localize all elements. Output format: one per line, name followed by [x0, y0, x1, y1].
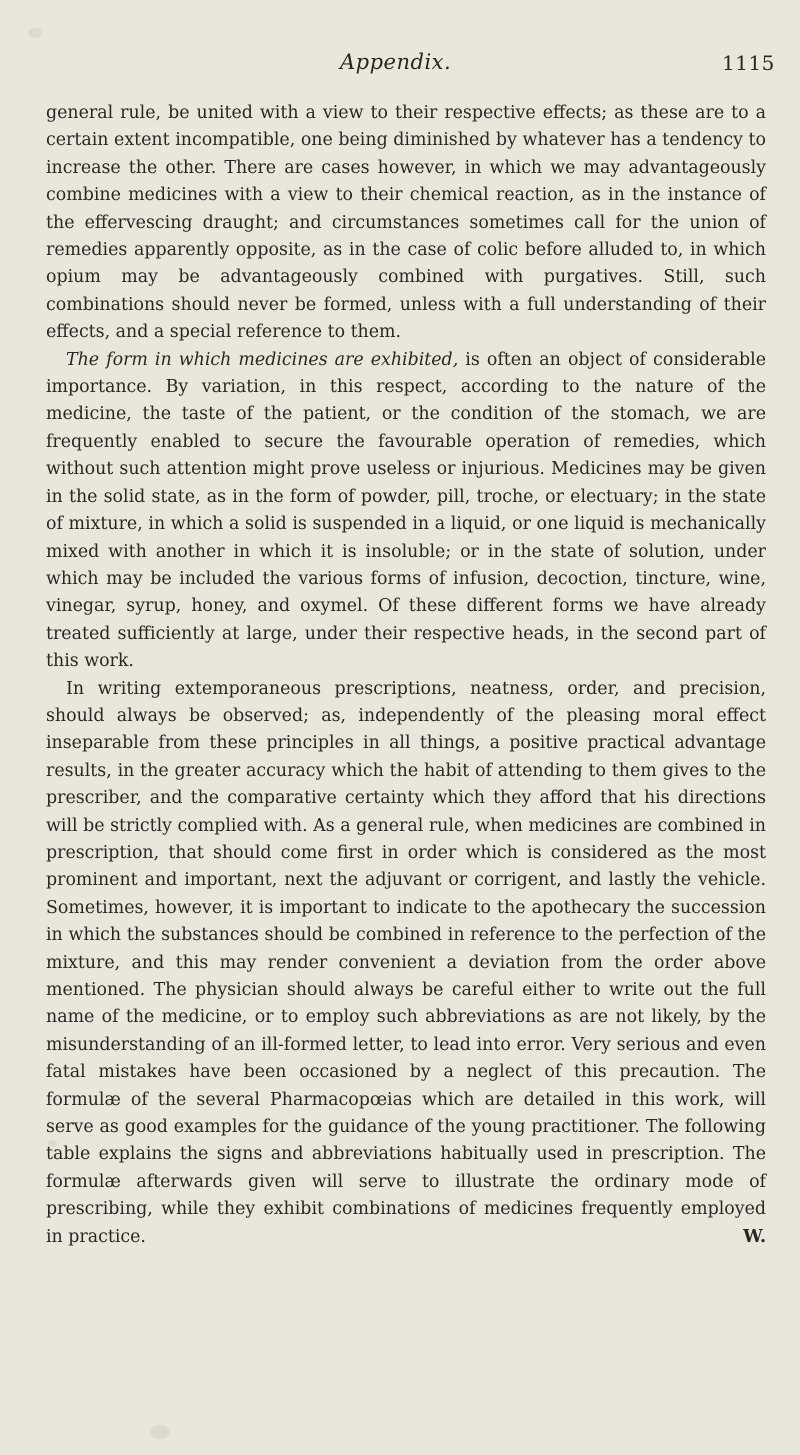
page-header: [0, 50, 800, 82]
paragraph-combinations: general rule, be united with a view to their respective effects; as these are to a certain extent incompatible, one being diminished by whatever has a tendency to increase the other. There are cases however, in which we may advantageously combine medicines with a view to their chemical reaction, as in the instance of the effervescing draught; and circumstances sometimes call for the union of remedies apparently opposite, as in the case of colic before alluded to, in which opium may be advantageously combined with purgatives. Still, such combinations should never be formed, unless with a full understanding of their effects, and a special reference to them.: [46, 103, 766, 343]
author-signature: W.: [743, 1226, 766, 1247]
running-title: Appendix.: [340, 50, 452, 74]
paper-stain: [28, 28, 42, 38]
page-number: 1115: [722, 51, 775, 75]
paper-stain: [150, 1425, 170, 1439]
italic-lead: The form in which medicines are exhibited,: [66, 349, 459, 370]
paragraph-form-of-medicines: The form in which medicines are exhibited, is often an object of considerable importance. By variation, in this respect, according to the nature of the medicine, the taste of the patient, or the condition of the stomach, we are frequently enabled to secure the favourable operation of remedies, which without such attention might prove useless or injurious. Medicines may be given in the solid state, as in the form of powder, pill, troche, or electuary; in the state of mixture, in which a solid is suspended in a liquid, or one liquid is mechanically mixed with another in which it is insoluble; or in the state of solution, under which may be included the various forms of infusion, decoction, tincture, wine, vinegar, syrup, honey, and oxymel. Of these different forms we have already treated sufficiently at large, under their respective heads, in the second part of this work.: [46, 349, 766, 672]
body-text: [46, 100, 766, 1251]
paragraph-prescriptions: In writing extemporaneous prescriptions, neatness, order, and precision, should always be observed; as, independently of the pleasing moral effect inseparable from these principles in all things, a positive practical advantage results, in the greater accuracy which the habit of attending to them gives to the prescriber, and the comparative certainty which they afford that his directions will be strictly complied with. As a general rule, when medicines are combined in prescription, that should come first in order which is considered as the most prominent and important, next the adjuvant or corrigent, and lastly the vehicle. Sometimes, however, it is important to indicate to the apothecary the succession in which the substances should be combined in reference to the perfection of the mixture, and this may render convenient a deviation from the order above mentioned. The physician should always be careful either to write out the full name of the medicine, or to employ such abbreviations as are not likely, by the misunderstanding of an ill-formed letter, to lead into error. Very serious and even fatal mistakes have been occasioned by a neglect of this precaution. The formulæ of the several Pharmacopœias which are detailed in this work, will serve as good examples for the guidance of the young practitioner. The following table explains the signs and abbreviations habitually used in prescription. The formulæ afterwards given will serve to illustrate the ordinary mode of prescribing, while they exhibit combinations of medicines frequently employed in practice. W.: [46, 676, 766, 1252]
